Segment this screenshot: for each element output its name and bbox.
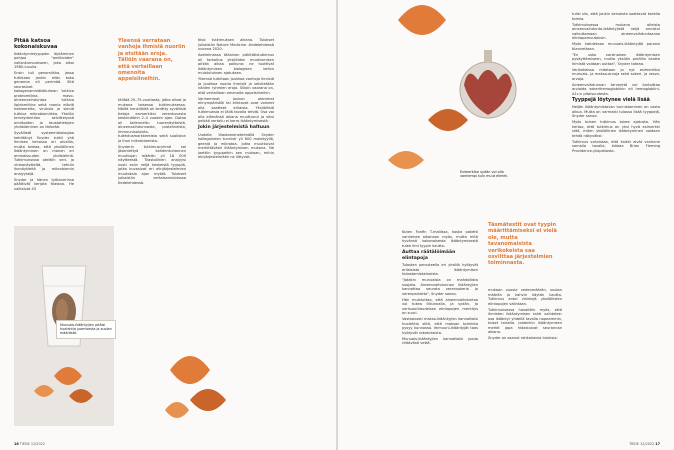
paragraph: Tutkimuksessa mukana olleista aineenvaihdunta-ikääntyjistä neljä onnistui vaikuttamaan aineenvaihduntaansa elintapamuutoksin. [572, 22, 660, 40]
paragraph: Vanhemmat joukon aiemmat elinympäristöt tai elintavat ovat voineet olla saatteet erilaisia. Yksilöllisiä tutkimuksia ei tällä tavalla tehdä. Osa voi olla elämänsä aikana muuttunut ja siksi pelkkä vertailu ei kerro ikääntymisestä. [198, 96, 274, 123]
paragraph: mukaan vuosia vedenmäärän, suolan määrän ja kahvin käytön kautta. Tutkimus antoi vinkkejä yksilöllisten elintapojen valintaan. [488, 288, 562, 306]
paragraph: tulisi siis, että jonkin keinoista saattavat todella toimia. [572, 12, 660, 21]
magazine-issue: TIEDE 12/2022 [19, 442, 45, 446]
left-col-2 [118, 98, 186, 187]
pull-quote: Täsmätestit ovat tyypin määrittämiseksi ei vielä ole, mutta tavanomaisista verikokeista saa osviittaa järjestelmien toiminnasta. [488, 222, 557, 267]
leaves-illustration [160, 340, 240, 430]
paragraph: Snyder ja hänen työtoverinsa päättivät kerjata tilastoa. He valitsivat 43 [14, 177, 74, 191]
right-page [338, 0, 674, 450]
paragraph: Tutkimuksessa havaittiin myös, että ihmisten ikääntymisen tahti vaihtelee: osa ikääntyi yhdellä tavalla nopeammin, toiset toisella. Joidenkin ikääntymisen merkit jopa hidastuivat seurannan aikana. [488, 307, 562, 334]
paragraph: Myös kahdeksan munuais-ikääntyjää paransi tilannettaan. [572, 42, 660, 51]
paragraph: Yleensä tutkitaan joukkoa vanhoja ihmisiä ja joukkoa nuoria ihmisiä ja selvitetään näiden ryhmien eroja. Silloin vaarana on, että vertaillaan omenoita appelsiineihin. [198, 77, 274, 95]
right-col-3 [572, 12, 660, 155]
section-heading: Auttaa räätälöimään elintapoja [402, 249, 456, 261]
paragraph: Aineenvaihdunnan tarveyttä voi kartoittaa arvioida sokerihemoglobiinin eli hemoglobiini-A1c:n pitoisuudesta. [572, 82, 660, 96]
right-col-2 [488, 288, 562, 342]
paragraph: Tutkimus vahvistaa, että kaikki eivät vanhene samalla tavalla, toteaa Brian Fleming Providence-yliopistosta. [572, 139, 660, 153]
paragraph: Uudella tilastomenetelmällä Snyder kollegoineen tunnisti yli 600 molekyyliä, geeniä ja mikrobia, jotka muuttuivat merkittävästi ikääntymisen mukana. Ne jaettiin tyyppeihin sen mukaan, mihin elinjärjestelmään ne liittyvät. [198, 132, 274, 159]
pull-quote: Yleensä verrataan vanhoja ihmisiä nuoriin ja etsitään eroja. Tällöin vaarana on, että vertaillaan omenoita appelsiineihin. [118, 38, 186, 83]
paragraph: Ikääntymistyyppien löytäminen pohjaa "omiikoiden" vallankumoukseen, joka alkoi 1980-luvulla. [14, 51, 74, 69]
paragraph: tällätä 29–75-vuotiasta, jotka olivat jo mukana toisessa tutkimuksessa. Näiltä henkilöiltä oli kerätty syvällisiä tietoja esimerkiksi verenkuvasta keskimäärin 2–4 vuoden ajan. Dataa oli tallennettu tuorenäytteistä, aineenvaihdunnasta, proteiineista, immuunisoluista, tulehdusmarkkereista sekä suoliston ja ihon mikrobiomista. [118, 98, 186, 143]
page-folio [629, 442, 660, 446]
left-page [0, 0, 336, 450]
paragraph: tikoi tutkimuksen alkana. Tulokset julkaistiin Nature Medicine -tiedelehdessä vuonna 2020. [198, 38, 274, 51]
left-col-1 [14, 38, 74, 193]
paragraph: Myös toinen tutkimus tukee ajatusta. Hän kertoo, että tutkimus on yksi hyvä esimerkki siitä, miten yksilöllinen ikääntyminen voidaan tehdä näkyväksi: [572, 120, 660, 138]
heart-illustration [338, 0, 558, 200]
paragraph: Hän muistuttaa, että aineenvaihduntaa voi tukea liikunnalla, ja sydän- ja verisuonitaudeissa elintapojen merkitys on suuri. [402, 297, 478, 315]
paragraph: Neljän ikääntymistavan tunnistaminen on vasta alkua. Mutta on varmasti tulossa lisää tyyppejä, Snyder sanoo. [572, 105, 660, 118]
paragraph: Asetelmassa tällainen pitkittäistutkimus oli tarkoitus yksilöiden muuttumisen pitkän aikaa polkuna: ne tuottivat ikääntymisen biologisen kellon muistutuksen ajatuksen. [198, 53, 274, 75]
section-heading: Jokin järjestelmistä haltuun [198, 125, 270, 130]
paragraph: Vastaavasti maksa-ikääntyjien kannattaisi huolehtia siitä, että maksan toiminta pysyy kunnossa. Immuuni-ikääntyjät taas hyötyvät rokotuksista. [402, 317, 478, 335]
section-heading: Tyyppejä löytynee vielä lisää [572, 97, 650, 103]
right-col-1 [402, 230, 478, 347]
paragraph: Munuais-ikääntyjien kannattaisi juoda riittävästi vettä. [402, 336, 478, 345]
photo-caption: Esimerkiksi sydän voi olla vanhempi kuin muut elimet. [460, 170, 508, 179]
paragraph: Snyder on saanut rohkaisevia tuloksia: [488, 336, 558, 340]
paragraph: Ensin tuli genomiikka, jossa tutkitaan jonkin eliön koko genomia eli perimää. Sitä seurasivat kokogenominäkökulman tutkiva proteomiikka, mavo-aineenvaihduntaa tutkiva lipidomiikka sekä monia eläviä hakteereita, viruksia ja sieniä tutkiva mikrobiomiikka. Yksilön terveydentilan selvittelyssä omiikoiden ja taustatietojen yhdistäminen on tärkeää. [14, 71, 74, 129]
paragraph: Kuten Fonfin T-mallissa, koska paketti vanhenee aikanaan myös, mutta mitä hyvänsä kokonaisesta ikääntymisestä tulee ilmi tyypin kautta. [402, 230, 478, 248]
heart-ornament-photo [338, 0, 558, 200]
paragraph: "En usko varsinaisen ikääntymisen pysäyttämiseen, mutta yksilön profiilin kautta ihmistä voidaan auttaa", Snyder toteaa. [572, 52, 660, 66]
magazine-issue: TIEDE 12/2022 [629, 442, 655, 446]
paragraph: Verikokeissa mitataan jo nyt esimerkiksi munuais- ja maksa-arvoja sekä sokeri- ja rasva-arvoja. [572, 67, 660, 81]
orange-leaves [160, 340, 240, 430]
photo-caption: Munuais-ikääntyjien pitäisi huolehtia juomisesta ja suolan määrästä. [56, 320, 116, 339]
paragraph: Tulosten perusteella eri yksilöt hyötyvät erilaisista ikääntymisen hidastamiskeinoista. [402, 263, 478, 276]
page-number: 17 [655, 442, 660, 446]
page-number: 16 [14, 442, 19, 446]
page-folio [14, 442, 45, 446]
paragraph: Snyderin tutkimusryhmä sai jäsentettyä kahdentuhannen muuttujan määrän yli 18 000 näytteestä. Tilastollinen analyysi nosti esiin neljä keskeistä tyyppiä, jotka kuvasivat eri elinjärjestelmien muutoksia ajan myötä. Tulokset julkaistiin vertaisarvioidussa tiedelehdessä. [118, 144, 186, 185]
paragraph: "Jotakin munuaisia on mahdollista suojata. Aineenvaihdunnan ikääntyjien kannattaa seurata verensokeria ja verenpainetta", Snyder sanoo. [402, 278, 478, 296]
section-heading: Pitää katsoa kokonaiskuvaa [14, 38, 58, 50]
left-col-3 [198, 38, 274, 161]
paragraph: Syvällistä systeemibiologiaa kehittänyt Snyder tutkii yhä ihmisen kehossa eri alueilla, mutta toteaa, että yksilöllinen ikääntyminen on monen eri ominaisuuden yhdistelmä. Tutkimuksissa otettiin veri- ja virtsanäytteitä, tehtiin ihonäytteitä ja mikrobiomin analyysejä. [14, 131, 74, 176]
